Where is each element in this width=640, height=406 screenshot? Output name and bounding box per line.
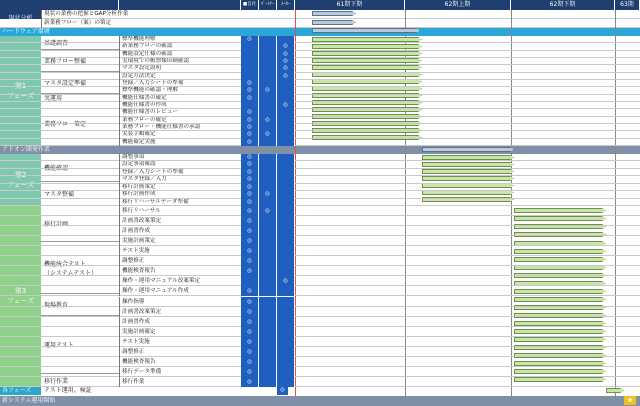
task-label: 調整事項	[119, 154, 241, 161]
assignment-mark-icon	[241, 73, 259, 80]
task-row	[0, 161, 640, 168]
assignment-mark-icon: ◎	[277, 102, 295, 109]
assignment-mark-icon	[277, 117, 295, 124]
task-label: 実環境での帳票類印刷確認	[119, 58, 241, 65]
task-label: 移行作業	[119, 377, 241, 387]
task-row	[0, 297, 640, 307]
assignment-mark-icon	[259, 161, 277, 168]
phase-1-label: 第1 フェーズ	[6, 81, 35, 100]
task-row	[0, 266, 640, 276]
assignment-mark-icon	[277, 357, 295, 367]
header-task	[119, 0, 241, 10]
assignment-mark-icon	[259, 109, 277, 116]
task-label: 計画書作成	[119, 317, 241, 327]
assignment-mark-icon	[277, 347, 295, 357]
task-row	[0, 58, 640, 65]
assignment-mark-icon	[259, 347, 277, 357]
header-month-2: 62期上期	[405, 0, 511, 10]
task-label: テスト実施	[119, 246, 241, 256]
task-row	[0, 327, 640, 337]
assignment-mark-icon	[241, 51, 259, 58]
task-row	[0, 73, 640, 80]
category-migration-work: 移行作業	[41, 374, 119, 387]
assignment-mark-icon	[277, 131, 295, 138]
assignment-mark-icon: ◎	[241, 327, 259, 337]
assignment-mark-icon	[241, 276, 259, 286]
assignment-mark-icon: ◎	[241, 307, 259, 317]
task-row	[0, 117, 640, 124]
assignment-mark-icon: ◎	[241, 317, 259, 327]
assignment-mark-icon	[277, 191, 295, 198]
assignment-mark-icon: ◎	[241, 169, 259, 176]
assignment-mark-icon	[259, 377, 277, 387]
task-label: 操作・運用マニュアル改案策定	[119, 276, 241, 286]
assignment-mark-icon: ◎	[241, 206, 259, 216]
assignment-mark-icon	[259, 246, 277, 256]
task-row	[0, 95, 640, 102]
assignment-mark-icon	[259, 199, 277, 206]
category-flow-design: 業務フロー策定	[41, 102, 119, 146]
assignment-mark-icon: ◎	[259, 131, 277, 138]
footer-go-live: 新システム運用開始	[0, 396, 640, 406]
task-row	[0, 216, 640, 226]
task-row	[0, 367, 640, 377]
assignment-mark-icon	[241, 43, 259, 50]
task-label: 業務フローの確定	[119, 117, 241, 124]
task-label: 計画書改案策定	[119, 307, 241, 317]
assignment-mark-icon: ◎	[241, 297, 259, 307]
task-label: 機能仕様書の確定	[119, 95, 241, 102]
assignment-mark-icon	[259, 297, 277, 307]
phase-3-label: 第3 フェーズ	[6, 287, 35, 305]
task-row	[0, 276, 640, 286]
assignment-mark-icon	[259, 357, 277, 367]
section-addon: アドオン開発作業	[0, 146, 640, 154]
assignment-mark-icon	[277, 317, 295, 327]
assignment-mark-icon	[277, 377, 295, 387]
task-label: テスト実施	[119, 337, 241, 347]
assignment-mark-icon	[259, 36, 277, 43]
category-basic-survey: 基礎調査	[41, 36, 119, 50]
task-row	[0, 206, 640, 216]
assignment-mark-icon	[277, 184, 295, 191]
assignment-mark-icon	[277, 87, 295, 94]
header-mark3: ﾒｰｶｰ	[277, 0, 295, 10]
task-label: 機能仕様書のレビュー	[119, 109, 241, 116]
task-row	[0, 176, 640, 183]
assignment-mark-icon	[259, 43, 277, 50]
gantt-bar	[312, 20, 356, 25]
task-label: 機能仕様書の作成	[119, 102, 241, 109]
task-row	[0, 246, 640, 256]
task-label: 新業務フロー（案）の策定	[41, 19, 241, 28]
assignment-mark-icon	[277, 266, 295, 276]
task-row	[0, 139, 640, 146]
task-label: 設定方法決定	[119, 73, 241, 80]
assignment-mark-icon	[277, 109, 295, 116]
task-row	[0, 80, 640, 87]
task-label: 登録／入力シートの準備	[119, 80, 241, 87]
task-label: 移行計画作成	[119, 191, 241, 198]
task-label: 機能設定仕様の確認	[119, 51, 241, 58]
task-label: 調整修正	[119, 347, 241, 357]
task-label: 機能検査報告	[119, 357, 241, 367]
assignment-mark-icon	[259, 95, 277, 102]
task-label: 現状の業務の把握とGAP分析作業	[41, 10, 241, 19]
assignment-mark-icon	[277, 124, 295, 131]
assignment-mark-icon	[277, 36, 295, 43]
phase-2-label: 第2 フェーズ	[6, 170, 35, 189]
task-row	[0, 337, 640, 347]
assignment-mark-icon	[277, 169, 295, 176]
task-label: 操作・運用マニュアル作成	[119, 286, 241, 296]
assignment-mark-icon	[277, 154, 295, 161]
assignment-mark-icon	[277, 256, 295, 266]
assignment-mark-icon: ◎	[259, 117, 277, 124]
assignment-mark-icon	[277, 286, 295, 296]
category-function-check: 機能確認	[41, 154, 119, 182]
assignment-mark-icon	[259, 80, 277, 87]
assignment-mark-icon	[259, 317, 277, 327]
task-label: 新業務フローの確認	[119, 43, 241, 50]
task-label: 移行リハーサルデータ準備	[119, 199, 241, 206]
task-row	[0, 65, 640, 72]
assignment-mark-icon: ◎	[241, 87, 259, 94]
category-system-test: 機能統合テスト （システムテスト）	[41, 242, 119, 294]
task-row	[0, 357, 640, 367]
task-row	[0, 124, 640, 131]
assignment-mark-icon: ◎	[241, 347, 259, 357]
assignment-mark-icon	[259, 139, 277, 146]
assignment-mark-icon: ◎	[277, 276, 295, 286]
task-label: 機能確定実施	[119, 139, 241, 146]
assignment-mark-icon: ◎	[241, 337, 259, 347]
assignment-mark-icon	[259, 154, 277, 161]
assignment-mark-icon: ◎	[259, 87, 277, 94]
assignment-mark-icon	[259, 236, 277, 246]
final-mark-icon: ◎	[277, 387, 289, 395]
assignment-mark-icon	[259, 327, 277, 337]
assignment-mark-icon	[259, 65, 277, 72]
assignment-mark-icon	[277, 367, 295, 377]
assignment-mark-icon: ◎	[241, 216, 259, 226]
header-mark2: ﾊﾟｰﾄﾅｰ	[259, 0, 277, 10]
task-row	[0, 347, 640, 357]
assignment-mark-icon	[259, 256, 277, 266]
header-month-3: 62期下期	[511, 0, 615, 10]
task-row	[0, 102, 640, 109]
section-hardware: ハードウェア環境	[0, 28, 640, 36]
assignment-mark-icon: ◎	[277, 73, 295, 80]
assignment-mark-icon: ◎	[241, 184, 259, 191]
assignment-mark-icon	[259, 169, 277, 176]
task-label: 調整修正	[119, 256, 241, 266]
assignment-mark-icon	[259, 286, 277, 296]
section-legend: 各フェーズ	[0, 387, 41, 395]
assignment-mark-icon	[259, 337, 277, 347]
category-field-training: 現場教育	[41, 294, 119, 316]
task-label: 設定事項確認	[119, 161, 241, 168]
assignment-mark-icon	[277, 161, 295, 168]
assignment-mark-icon	[259, 73, 277, 80]
header-month-4: 63期	[615, 0, 640, 10]
assignment-mark-icon: ◎	[241, 131, 259, 138]
assignment-mark-icon: ◎	[241, 80, 259, 87]
assignment-mark-icon	[259, 216, 277, 226]
assignment-mark-icon	[259, 102, 277, 109]
task-row	[0, 317, 640, 327]
task-label: 標準機能の確認・理解	[119, 87, 241, 94]
assignment-mark-icon: ◎	[241, 191, 259, 198]
assignment-mark-icon	[277, 206, 295, 216]
task-row	[0, 43, 640, 50]
assignment-mark-icon	[259, 124, 277, 131]
assignment-mark-icon: ◎	[241, 154, 259, 161]
assignment-mark-icon: ◎	[241, 246, 259, 256]
task-label: 業務フロー・機能仕様書の承認	[119, 124, 241, 131]
assignment-mark-icon	[259, 184, 277, 191]
assignment-mark-icon: ◎	[241, 124, 259, 131]
assignment-mark-icon: ◎	[241, 161, 259, 168]
category-operation: 実運用	[41, 94, 119, 102]
assignment-mark-icon	[259, 176, 277, 183]
header-month-1: 61期下期	[295, 0, 405, 10]
assignment-mark-icon: ◎	[241, 236, 259, 246]
header-basic	[0, 0, 119, 10]
gantt-bar	[312, 11, 356, 16]
assignment-mark-icon: ◎	[277, 51, 295, 58]
task-label: 計画書作成	[119, 226, 241, 236]
assignment-mark-icon: ◎	[241, 357, 259, 367]
assignment-mark-icon	[277, 139, 295, 146]
task-label: 機能検査報告	[119, 266, 241, 276]
category-flow-maintenance: 業務フロー整備	[41, 50, 119, 72]
assignment-mark-icon	[259, 226, 277, 236]
assignment-mark-icon	[259, 266, 277, 276]
task-label: 実装手順確定	[119, 131, 241, 138]
task-row	[0, 184, 640, 191]
task-label: マスタ設定説明	[119, 65, 241, 72]
task-row	[0, 226, 640, 236]
task-row	[0, 191, 640, 198]
task-label: マスタ登録／入力	[119, 176, 241, 183]
assignment-mark-icon: ◎	[241, 139, 259, 146]
assignment-mark-icon: ◎	[241, 36, 259, 43]
task-label: 移行計画策定	[119, 184, 241, 191]
task-row	[0, 169, 640, 176]
assignment-mark-icon	[277, 327, 295, 337]
task-label: 計画書改案策定	[119, 216, 241, 226]
gantt-bar	[422, 147, 514, 152]
header-mark1: ■自社	[241, 0, 259, 10]
task-row	[0, 377, 640, 387]
assignment-mark-icon	[259, 367, 277, 377]
assignment-mark-icon	[277, 95, 295, 102]
task-label: 操作指導	[119, 297, 241, 307]
task-row	[0, 256, 640, 266]
task-row	[0, 51, 640, 58]
assignment-mark-icon: ◎	[277, 58, 295, 65]
assignment-mark-icon	[241, 65, 259, 72]
assignment-mark-icon	[277, 246, 295, 256]
assignment-mark-icon: ◎	[277, 43, 295, 50]
assignment-mark-icon: ◎	[241, 95, 259, 102]
category-migration-plan: 移行計画	[41, 206, 119, 242]
assignment-mark-icon: ◎	[241, 266, 259, 276]
task-row	[0, 286, 640, 296]
assignment-mark-icon: ◎	[241, 367, 259, 377]
task-row	[0, 154, 640, 161]
task-label: 移行データ準備	[119, 367, 241, 377]
assignment-mark-icon: ◎	[241, 226, 259, 236]
assignment-mark-icon: ◎	[241, 176, 259, 183]
go-live-star-icon: ★	[624, 396, 636, 405]
assignment-mark-icon	[241, 102, 259, 109]
task-row	[0, 131, 640, 138]
assignment-mark-icon	[259, 51, 277, 58]
task-row	[0, 236, 640, 246]
assignment-mark-icon: ◎	[241, 109, 259, 116]
assignment-mark-icon	[277, 236, 295, 246]
assignment-mark-icon	[277, 216, 295, 226]
assignment-mark-icon	[277, 80, 295, 87]
task-label: 標準機能理解	[119, 36, 241, 43]
assignment-mark-icon: ◎	[241, 286, 259, 296]
assignment-mark-icon: ◎	[277, 65, 295, 72]
assignment-mark-icon: ◎	[241, 256, 259, 266]
task-label: 移行リハーサル	[119, 206, 241, 216]
assignment-mark-icon	[259, 307, 277, 317]
assignment-mark-icon: ◎	[241, 199, 259, 206]
gantt-bar	[312, 28, 420, 33]
task-label: 登録／入力シートの準備	[119, 169, 241, 176]
task-label: 実施計画策定	[119, 236, 241, 246]
category-operation-test: 運用テスト	[41, 316, 119, 374]
task-row	[0, 36, 640, 43]
assignment-mark-icon	[259, 58, 277, 65]
task-label: 実施計画確定	[119, 327, 241, 337]
task-row	[0, 199, 640, 206]
assignment-mark-icon	[241, 58, 259, 65]
gantt-bar	[606, 388, 624, 393]
assignment-mark-icon	[277, 307, 295, 317]
category-master-setup: マスタ整備	[41, 182, 119, 206]
task-row	[0, 109, 640, 116]
assignment-mark-icon: ◎	[241, 377, 259, 387]
assignment-mark-icon	[277, 337, 295, 347]
final-task: テスト運用、検証	[44, 387, 92, 394]
assignment-mark-icon	[277, 226, 295, 236]
category-master-prep: マスタ設定準備	[41, 72, 119, 94]
task-row	[0, 87, 640, 94]
assignment-mark-icon: ◎	[259, 191, 277, 198]
assignment-mark-icon: ◎	[241, 117, 259, 124]
assignment-mark-icon	[259, 276, 277, 286]
assignment-mark-icon	[277, 176, 295, 183]
assignment-mark-icon	[277, 297, 295, 307]
assignment-mark-icon	[277, 199, 295, 206]
task-row	[0, 307, 640, 317]
assignment-mark-icon: ◎	[259, 206, 277, 216]
